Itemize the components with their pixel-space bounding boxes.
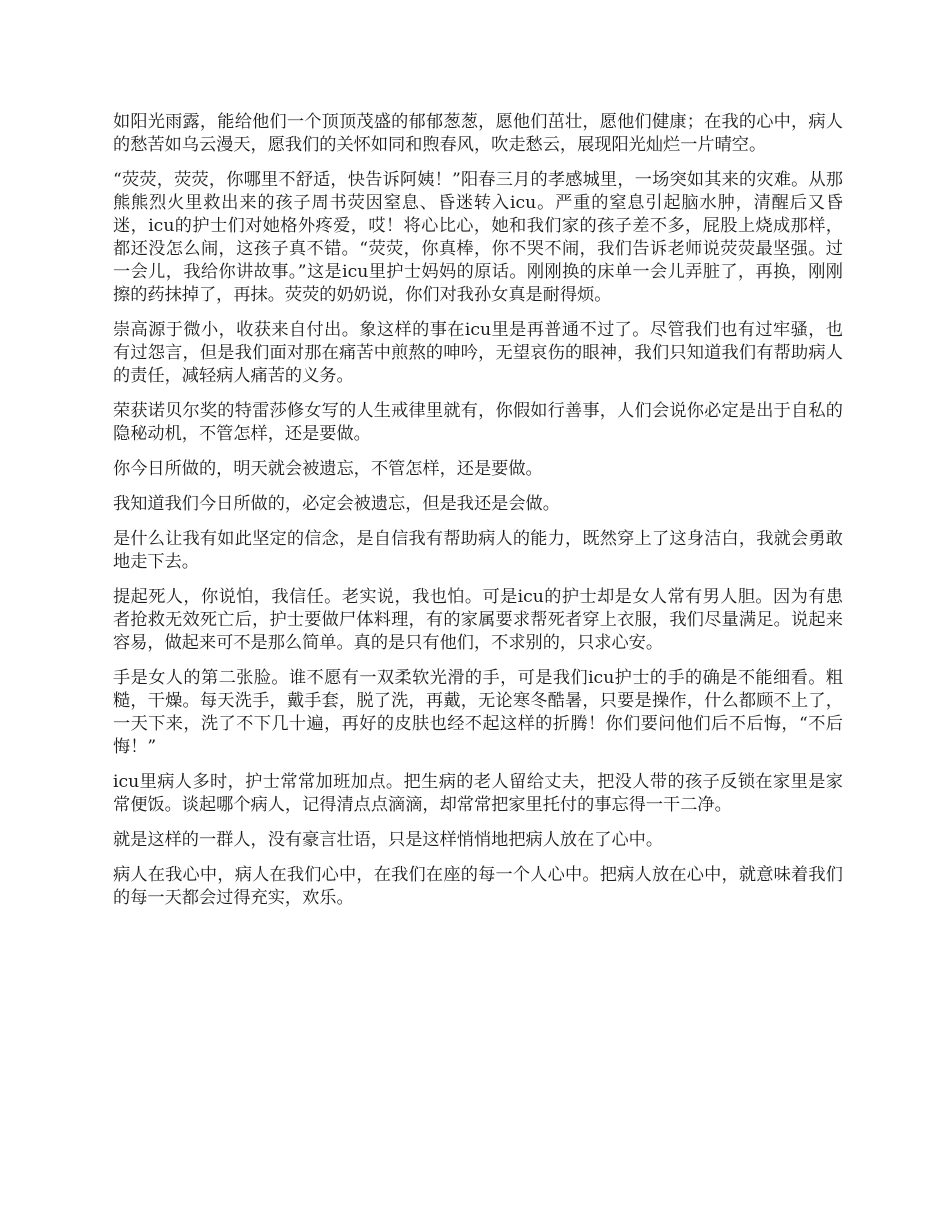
- paragraph-4: 荣获诺贝尔奖的特雷莎修女写的人生戒律里就有，你假如行善事，人们会说你必定是出于自私的隐秘动机，不管怎样，还是要做。: [113, 401, 843, 444]
- paragraph-12: 病人在我心中，病人在我们心中，在我们在座的每一个人心中。把病人放在心中，就意味着我们的每一天都会过得充实，欢乐。: [113, 865, 843, 908]
- paragraph-6: 我知道我们今日所做的，必定会被遗忘，但是我还是会做。: [113, 494, 560, 514]
- document-body: [113, 111, 843, 922]
- paragraph-1: 如阳光雨露，能给他们一个顶顶茂盛的郁郁葱葱，愿他们茁壮，愿他们健康；在我的心中，病人的愁苦如乌云漫天，愿我们的关怀如同和煦春风，吹走愁云，展现阳光灿烂一片晴空。: [113, 112, 843, 155]
- paragraph-10: icu里病人多时，护士常常加班加点。把生病的老人留给丈夫，把没人带的孩子反锁在家里是家常便饭。谈起哪个病人，记得清点点滴滴，却常常把家里托付的事忘得一干二净。: [113, 772, 843, 815]
- paragraph-2: “荧荧，荧荧，你哪里不舒适，快告诉阿姨！”阳春三月的孝感城里，一场突如其来的灾难。从那熊熊烈火里救出来的孩子周书荧因窒息、昏迷转入icu。严重的窒息引起脑水肿，清醒后又昏迷，icu的护士们对她格外疼爱，哎！将心比心，她和我们家的孩子差不多，屁股上烧成那样，都还没怎么闹，这孩子真不错。“荧荧，你真棒，你不哭不闹，我们告诉老师说荧荧最坚强。过一会儿，我给你讲故事。”这是icu里护士妈妈的原话。刚刚换的床单一会儿弄脏了，再换，刚刚擦的药抹掉了，再抹。荧荧的奶奶说，你们对我孙女真是耐得烦。: [113, 170, 843, 305]
- paragraph-9: 手是女人的第二张脸。谁不愿有一双柔软光滑的手，可是我们icu护士的手的确是不能细看。粗糙，干燥。每天洗手，戴手套，脱了洗，再戴，无论寒冬酷暑，只要是操作，什么都顾不上了，一天下来，洗了不下几十遍，再好的皮肤也经不起这样的折腾！你们要问他们后不后悔，“不后悔！”: [113, 668, 843, 757]
- paragraph-8: 提起死人，你说怕，我信任。老实说，我也怕。可是icu的护士却是女人常有男人胆。因为有患者抢救无效死亡后，护士要做尸体料理，有的家属要求帮死者穿上衣服，我们尽量满足。说起来容易，做起来可不是那么简单。真的是只有他们，不求别的，只求心安。: [113, 587, 843, 653]
- paragraph-7: 是什么让我有如此坚定的信念，是自信我有帮助病人的能力，既然穿上了这身洁白，我就会勇敢地走下去。: [113, 529, 843, 572]
- paragraph-11: 就是这样的一群人，没有豪言壮语，只是这样悄悄地把病人放在了心中。: [113, 830, 664, 850]
- paragraph-5: 你今日所做的，明天就会被遗忘，不管怎样，还是要做。: [113, 459, 543, 479]
- paragraph-3: 崇高源于微小，收获来自付出。象这样的事在icu里是再普通不过了。尽管我们也有过牢骚，也有过怨言，但是我们面对那在痛苦中煎熬的呻吟，无望哀伤的眼神，我们只知道我们有帮助病人的责任，减轻病人痛苦的义务。: [113, 320, 843, 386]
